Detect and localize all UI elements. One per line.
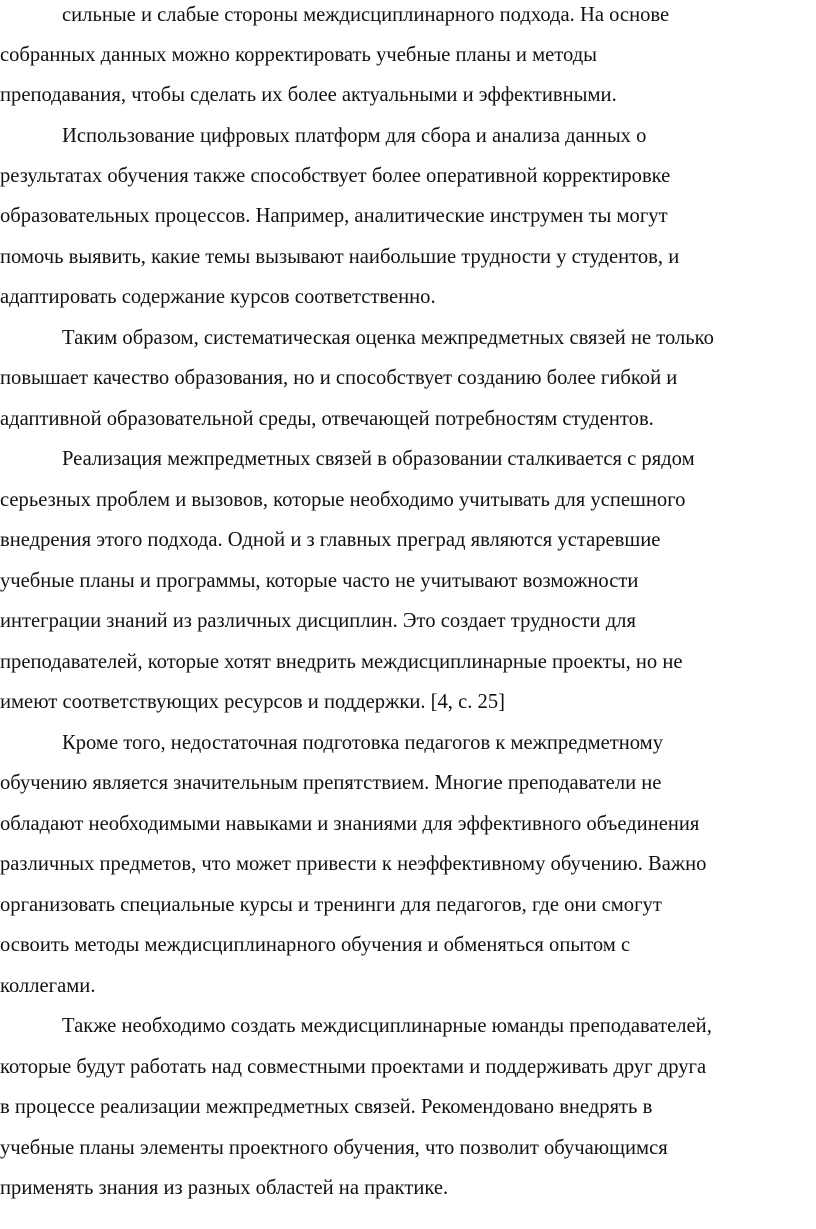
text-line: адаптивной образовательной среды, отвечающей потребностям студентов. [0, 408, 654, 430]
paragraph-first-line: Таким образом, систематическая оценка межпредметных связей не только [62, 327, 714, 349]
text-line: учебные планы и программы, которые часто не учитывают возможности [0, 570, 639, 592]
text-line: имеют соответствующих ресурсов и поддержки. [4, с. 25] [0, 691, 505, 713]
text-line: повышает качество образования, но и способствует созданию более гибкой и [0, 367, 678, 389]
text-line: различных предметов, что может привести к неэффективному обучению. Важно [0, 853, 707, 875]
text-line: образовательных процессов. Например, аналитические инструмен ты могут [0, 205, 668, 227]
text-line: применять знания из разных областей на практике. [0, 1177, 449, 1199]
text-line: серьезных проблем и вызовов, которые необходимо учитывать для успешного [0, 489, 686, 511]
text-line: учебные планы элементы проектного обучения, что позволит обучающимся [0, 1137, 668, 1159]
paragraph-first-line: Кроме того, недостаточная подготовка педагогов к межпредметному [62, 732, 663, 754]
text-line: в процессе реализации межпредметных связей. Рекомендовано внедрять в [0, 1096, 653, 1118]
text-line: сильные и слабые стороны междисциплинарного подхода. На основе [62, 4, 670, 26]
paragraph-first-line: Также необходимо создать междисциплинарные юманды преподавателей, [62, 1015, 712, 1037]
paragraph-first-line: Реализация межпредметных связей в образовании сталкивается с рядом [62, 448, 695, 470]
text-line: обучению является значительным препятствием. Многие преподаватели не [0, 772, 662, 794]
text-line: освоить методы междисциплинарного обучения и обменяться опытом с [0, 934, 631, 956]
text-line: помочь выявить, какие темы вызывают наибольшие трудности у студентов, и [0, 246, 680, 268]
text-line: интеграции знаний из различных дисциплин. Это создает трудности для [0, 610, 636, 632]
text-line: организовать специальные курсы и тренинги для педагогов, где они смогут [0, 894, 662, 916]
text-line: собранных данных можно корректировать учебные планы и методы [0, 44, 598, 66]
text-line: коллегами. [0, 975, 96, 997]
text-line: обладают необходимыми навыками и знаниями для эффективного объединения [0, 813, 700, 835]
text-line: внедрения этого подхода. Одной и з главных преград являются устаревшие [0, 529, 661, 551]
text-line: результатах обучения также способствует более оперативной корректировке [0, 165, 671, 187]
text-line: адаптировать содержание курсов соответственно. [0, 286, 436, 308]
paragraph-first-line: Использование цифровых платформ для сбора и анализа данных о [62, 125, 647, 147]
text-line: которые будут работать над совместными проектами и поддерживать друг друга [0, 1056, 707, 1078]
text-line: преподавателей, которые хотят внедрить междисциплинарные проекты, но не [0, 651, 683, 673]
text-line: преподавания, чтобы сделать их более актуальными и эффективными. [0, 84, 617, 106]
